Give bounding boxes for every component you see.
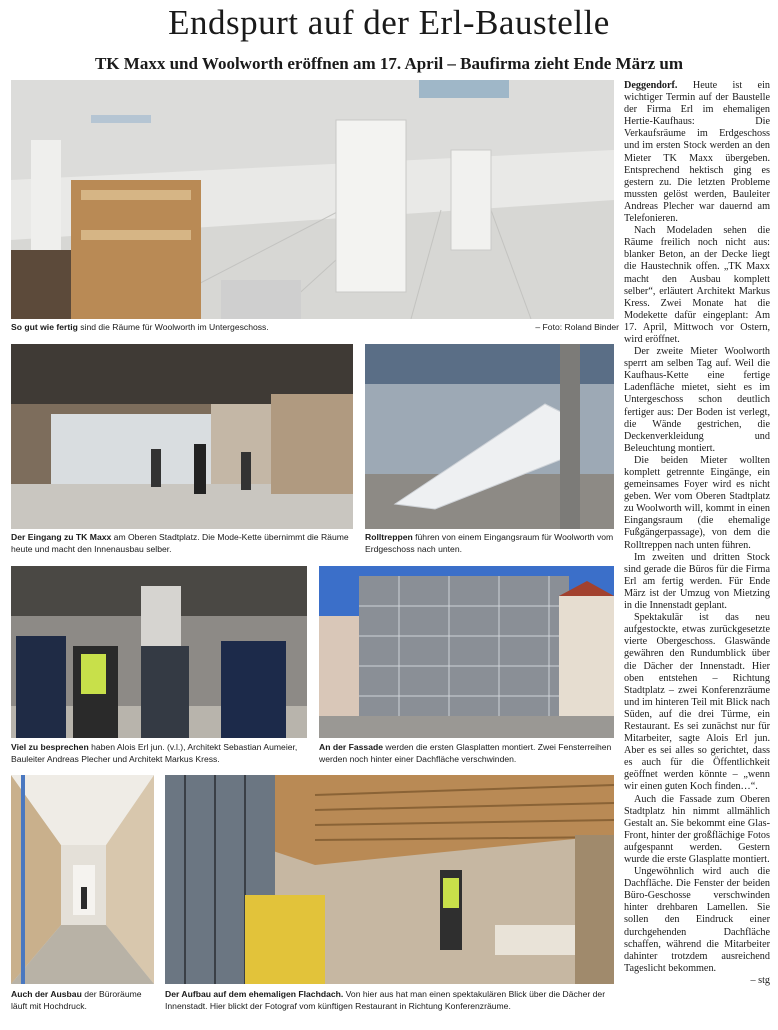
photo-woolworth-basement: [11, 80, 614, 319]
photo-credit: – Foto: Roland Binder: [535, 322, 619, 332]
subheadline: TK Maxx und Woolworth eröffnen am 17. April – Baufirma zieht Ende März um: [94, 54, 684, 73]
caption-corridor: Auch der Ausbau der Büroräume läuft mit Hochdruck.: [11, 989, 142, 1011]
article-paragraph: Nach Modeladen sehen die Räume freilich noch nicht aus: blanker Beton, an der Decke liegt die Haustechnik offen. „TK Maxx macht den Ausbau komplett selber“, erläutert Architekt Markus Kress. Zwei Monate hat die Modekette dafür eingeplant: Am 17. April, Mittwoch vor Ostern, wird eröffnet.: [624, 225, 770, 345]
article-text: [624, 80, 770, 1024]
caption-facade: An der Fassade werden die ersten Glasplatten montiert. Zwei Fensterreihen werden noch hinter einer Dachfläche verschwinden.: [319, 742, 612, 764]
dateline: Deggendorf.: [624, 80, 678, 91]
caption-woolworth: So gut wie fertig sind die Räume für Woolworth im Untergeschoss.: [11, 322, 269, 332]
photo-facade: [319, 566, 614, 738]
article-paragraph: Spektakulär ist das neu aufgestockte, etwas zurückgesetzte vierte Obergeschoss. Glaswände gewähren den Rundumblick über die Dächer der Innenstadt. Hier oben entstehen – Richtung Stadtplatz – zwei Konferenzräume und im hinteren Teil mit Blick nach Süden, auf die drei Türme, ein Restaurant. Es sei zunächst nur für Mitarbeiter, sagte Alois Erl jun. Aber es sei alles so gerichtet, dass es auch für die Öffentlichkeit geöffnet werden könnte – „wenn wir einen guten Koch finden…“.: [624, 612, 770, 793]
caption-tkmaxx: Der Eingang zu TK Maxx am Oberen Stadtplatz. Die Mode-Kette übernimmt die Räume heute und macht den Innenausbau selber.: [11, 532, 349, 554]
caption-rooftop: Der Aufbau auf dem ehemaligen Flachdach. Von hier aus hat man einen spektakulären Blick über die Dächer der Innenstadt. Hier blickt der Fotograf vom künftigen Restaurant in Richtung Konferenzräume.: [165, 989, 606, 1011]
photo-escalator: [365, 344, 614, 529]
photo-rooftop: [165, 775, 614, 984]
article-paragraph: Deggendorf. Heute ist ein wichtiger Termin auf der Baustelle der Firma Erl im ehemaligen Hertie-Kaufhaus: Die Verkaufsräume im Erdgeschoss und im ersten Stock werden an den Mieter TK Maxx übergeben. Entsprechend hektisch ging es gestern zu. Die letzten Probleme mussten gelöst werden, Bauleiter Andreas Plecher war dauernd am Telefonieren.: [624, 80, 770, 225]
caption-escalator: Rolltreppen führen von einem Eingangsraum für Woolworth vom Erdgeschoss nach unten.: [365, 532, 614, 554]
article-paragraph: Im zweiten und dritten Stock sind gerade die Büros für die Firma Erl am fertig werden. Für Ende März ist der Umzug von Mietzing in die Innenstadt geplant.: [624, 551, 770, 612]
caption-people: Viel zu besprechen haben Alois Erl jun. (v.l.), Architekt Sebastian Aumeier, Bauleiter Andreas Plecher und Architekt Markus Kress.: [11, 742, 298, 764]
headline: Endspurt auf der Erl-Baustelle: [168, 3, 610, 42]
article-paragraph: Die beiden Mieter wollten komplett getrennte Eingänge, ein gemeinsames Foyer wird es nicht geben. Wer vom Oberen Stadtplatz zu Woolworth will, kommt in einen Eingangsraum (die ehemalige Fußgängerpassage), von dem die Rolltreppen nach unten führen.: [624, 454, 770, 551]
article-paragraph: Ungewöhnlich wird auch die Dachfläche. Die Fenster der beiden Büro-Geschosse verschwinden hinter drehbaren Lamellen. Sie sollen den Eindruck einer durchgehenden Dachfläche schaffen, während die Mitarbeiter dahinter trotzdem ausreichend Tageslicht bekommen.: [624, 866, 770, 974]
photo-corridor: [11, 775, 154, 984]
article-paragraph: Der zweite Mieter Woolworth sperrt am selben Tag auf. Weil die Kaufhaus-Kette eine fertige Ladenfläche mietet, sieht es im Untergeschoss schon deutlich fertiger aus: Der Boden ist verlegt, die Wände gestrichen, die Deckenverkleidung und Beleuchtung montiert.: [624, 346, 770, 454]
photo-tkmaxx-entrance: [11, 344, 353, 529]
article-signature: – stg: [750, 974, 770, 986]
photo-meeting-people: [11, 566, 307, 738]
article-paragraph: Auch die Fassade zum Oberen Stadtplatz hin nimmt allmählich Gestalt an. Sie bekommt eine Glas-Front, hinter der großflächige Fotos aufgespannt werden. Gestern wurde die erste Glasplatte montiert.: [624, 793, 770, 865]
